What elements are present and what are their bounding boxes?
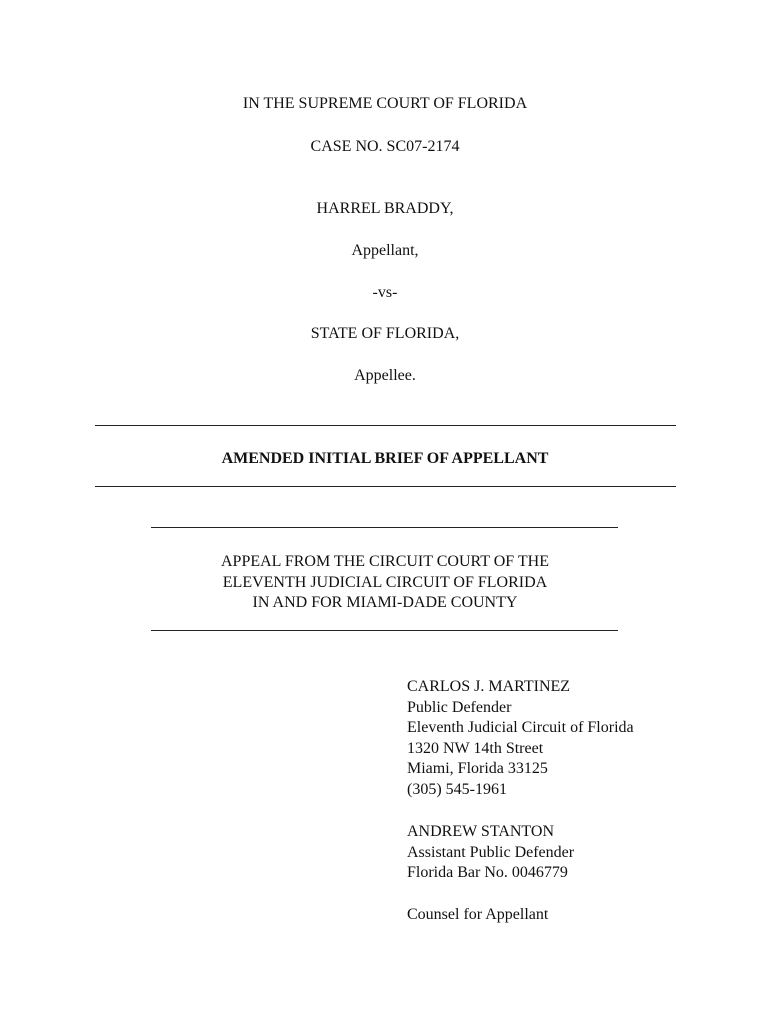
assistant-bar-number: Florida Bar No. 0046779 bbox=[407, 864, 568, 882]
case-number: CASE NO. SC07-2174 bbox=[310, 138, 460, 155]
brief-title: AMENDED INITIAL BRIEF OF APPELLANT bbox=[221, 450, 549, 467]
appeal-rule-bottom bbox=[151, 630, 618, 631]
assistant-title: Assistant Public Defender bbox=[407, 843, 575, 861]
appeal-rule-top bbox=[151, 527, 618, 528]
public-defender-city: Miami, Florida 33125 bbox=[407, 760, 548, 778]
public-defender-block bbox=[407, 677, 634, 801]
appellant-role: Appellant, bbox=[351, 242, 419, 259]
divider-rule-bottom bbox=[95, 486, 676, 487]
appellant-name: HARREL BRADDY, bbox=[316, 200, 454, 217]
appellee-role: Appellee. bbox=[354, 367, 416, 384]
court-heading: IN THE SUPREME COURT OF FLORIDA bbox=[242, 95, 528, 112]
public-defender-street: 1320 NW 14th Street bbox=[407, 739, 544, 757]
public-defender-circuit: Eleventh Judicial Circuit of Florida bbox=[407, 719, 634, 737]
counsel-role-block bbox=[407, 905, 548, 926]
assistant-block bbox=[407, 822, 574, 884]
divider-rule-top bbox=[95, 425, 676, 426]
public-defender-phone: (305) 545-1961 bbox=[407, 780, 507, 798]
versus: -vs- bbox=[372, 284, 398, 301]
public-defender-title: Public Defender bbox=[407, 698, 512, 716]
appeal-line-1: APPEAL FROM THE CIRCUIT COURT OF THE bbox=[221, 553, 549, 570]
appeal-line-2: ELEVENTH JUDICIAL CIRCUIT OF FLORIDA bbox=[222, 574, 548, 591]
public-defender-name: CARLOS J. MARTINEZ bbox=[407, 678, 571, 695]
appeal-line-3: IN AND FOR MIAMI-DADE COUNTY bbox=[252, 594, 518, 611]
appellee-name: STATE OF FLORIDA, bbox=[310, 325, 460, 342]
assistant-name: ANDREW STANTON bbox=[407, 823, 555, 840]
counsel-role: Counsel for Appellant bbox=[407, 906, 549, 923]
